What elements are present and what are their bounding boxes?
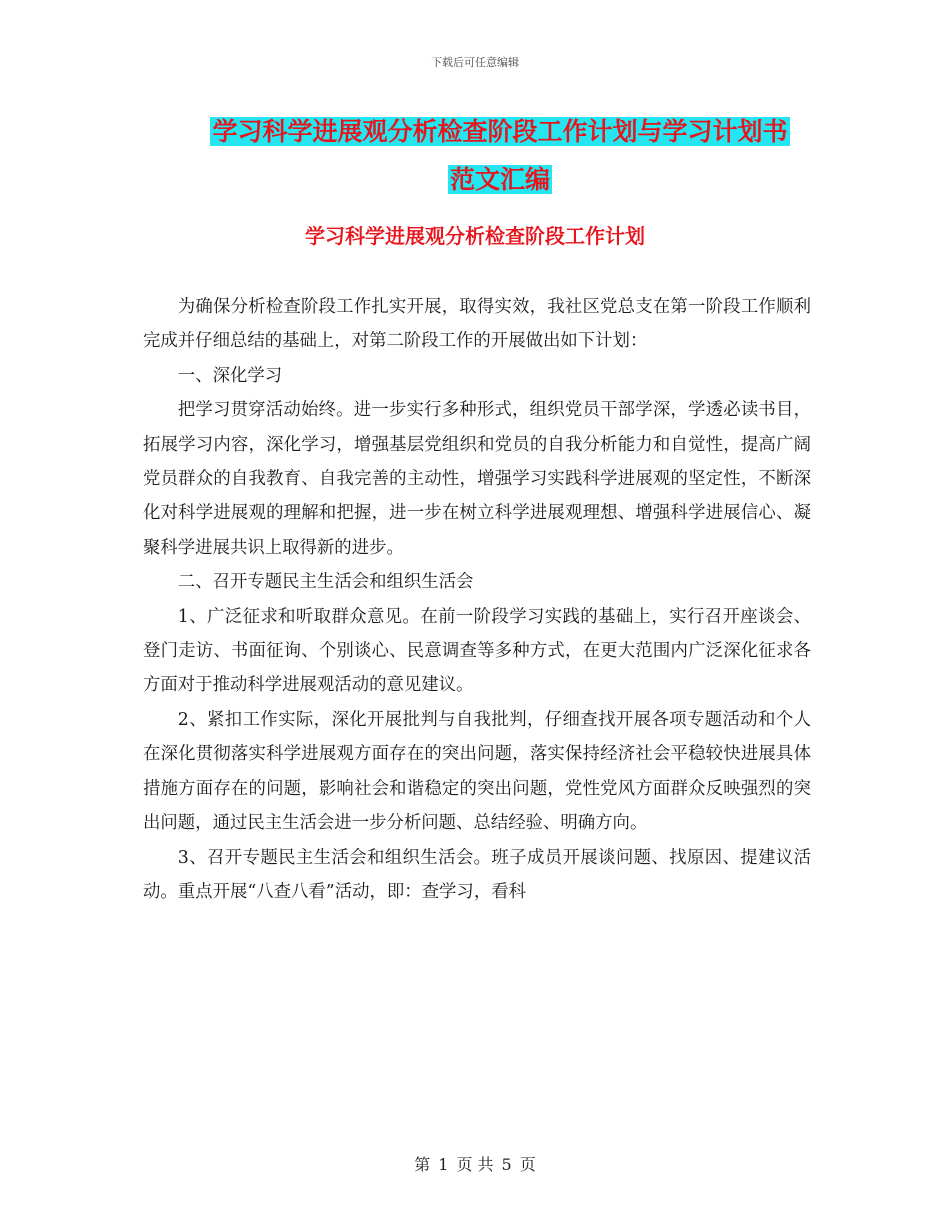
paragraph: 一、深化学习 <box>177 365 283 386</box>
footer-label-page: 第 <box>414 1155 431 1174</box>
footer-label-end: 页 <box>519 1155 536 1174</box>
document-title-line2: 范文汇编 <box>449 165 550 194</box>
document-title-line1: 学习科学进展观分析检查阶段工作计划与学习计划书 <box>212 117 788 146</box>
paragraph: 二、召开专题民主生活会和组织生活会 <box>177 572 474 593</box>
document-body <box>143 290 811 909</box>
page-header-note: 下载后可任意编辑 <box>431 56 519 69</box>
paragraph: 把学习贯穿活动始终。进一步实行多种形式，组织党员干部学深，学透必读书目，拓展学习内容，深化学习，增强基层党组织和党员的自我分析能力和自觉性，提高广阔党员群众的自我教育、自我完善的主动性，增强学习实践科学进展观的坚定性，不断深化对科学进展观的理解和把握，进一步在树立科学进展观理想、增强科学进展信心、凝聚科学进展共识上取得新的进步。 <box>143 400 811 558</box>
paragraph: 3、召开专题民主生活会和组织生活会。班子成员开展谈问题、找原因、提建议活动。重点开展“八查八看”活动，即：查学习，看科 <box>143 847 811 902</box>
current-page-number: 1 <box>438 1155 449 1174</box>
section-title: 学习科学进展观分析检查阶段工作计划 <box>305 224 645 248</box>
page-footer <box>0 1152 950 1175</box>
footer-label-of: 页 共 <box>456 1155 494 1174</box>
paragraph: 2、紧扣工作实际，深化开展批判与自我批判，仔细查找开展各项专题活动和个人在深化贯彻落实科学进展观方面存在的突出问题，落实保持经济社会平稳较快进展具体措施方面存在的问题，影响社会和谐稳定的突出问题，党性党风方面群众反映强烈的突出问题，通过民主生活会进一步分析问题、总结经验、明确方向。 <box>143 709 811 834</box>
document-title <box>180 108 820 204</box>
paragraph: 为确保分析检查阶段工作扎实开展，取得实效，我社区党总支在第一阶段工作顺利完成并仔细总结的基础上，对第二阶段工作的开展做出如下计划： <box>143 297 811 352</box>
paragraph: 1、广泛征求和听取群众意见。在前一阶段学习实践的基础上，实行召开座谈会、登门走访、书面征询、个别谈心、民意调查等多种方式，在更大范围内广泛深化征求各方面对于推动科学进展观活动的意见建议。 <box>143 606 811 696</box>
total-pages-number: 5 <box>501 1155 512 1174</box>
